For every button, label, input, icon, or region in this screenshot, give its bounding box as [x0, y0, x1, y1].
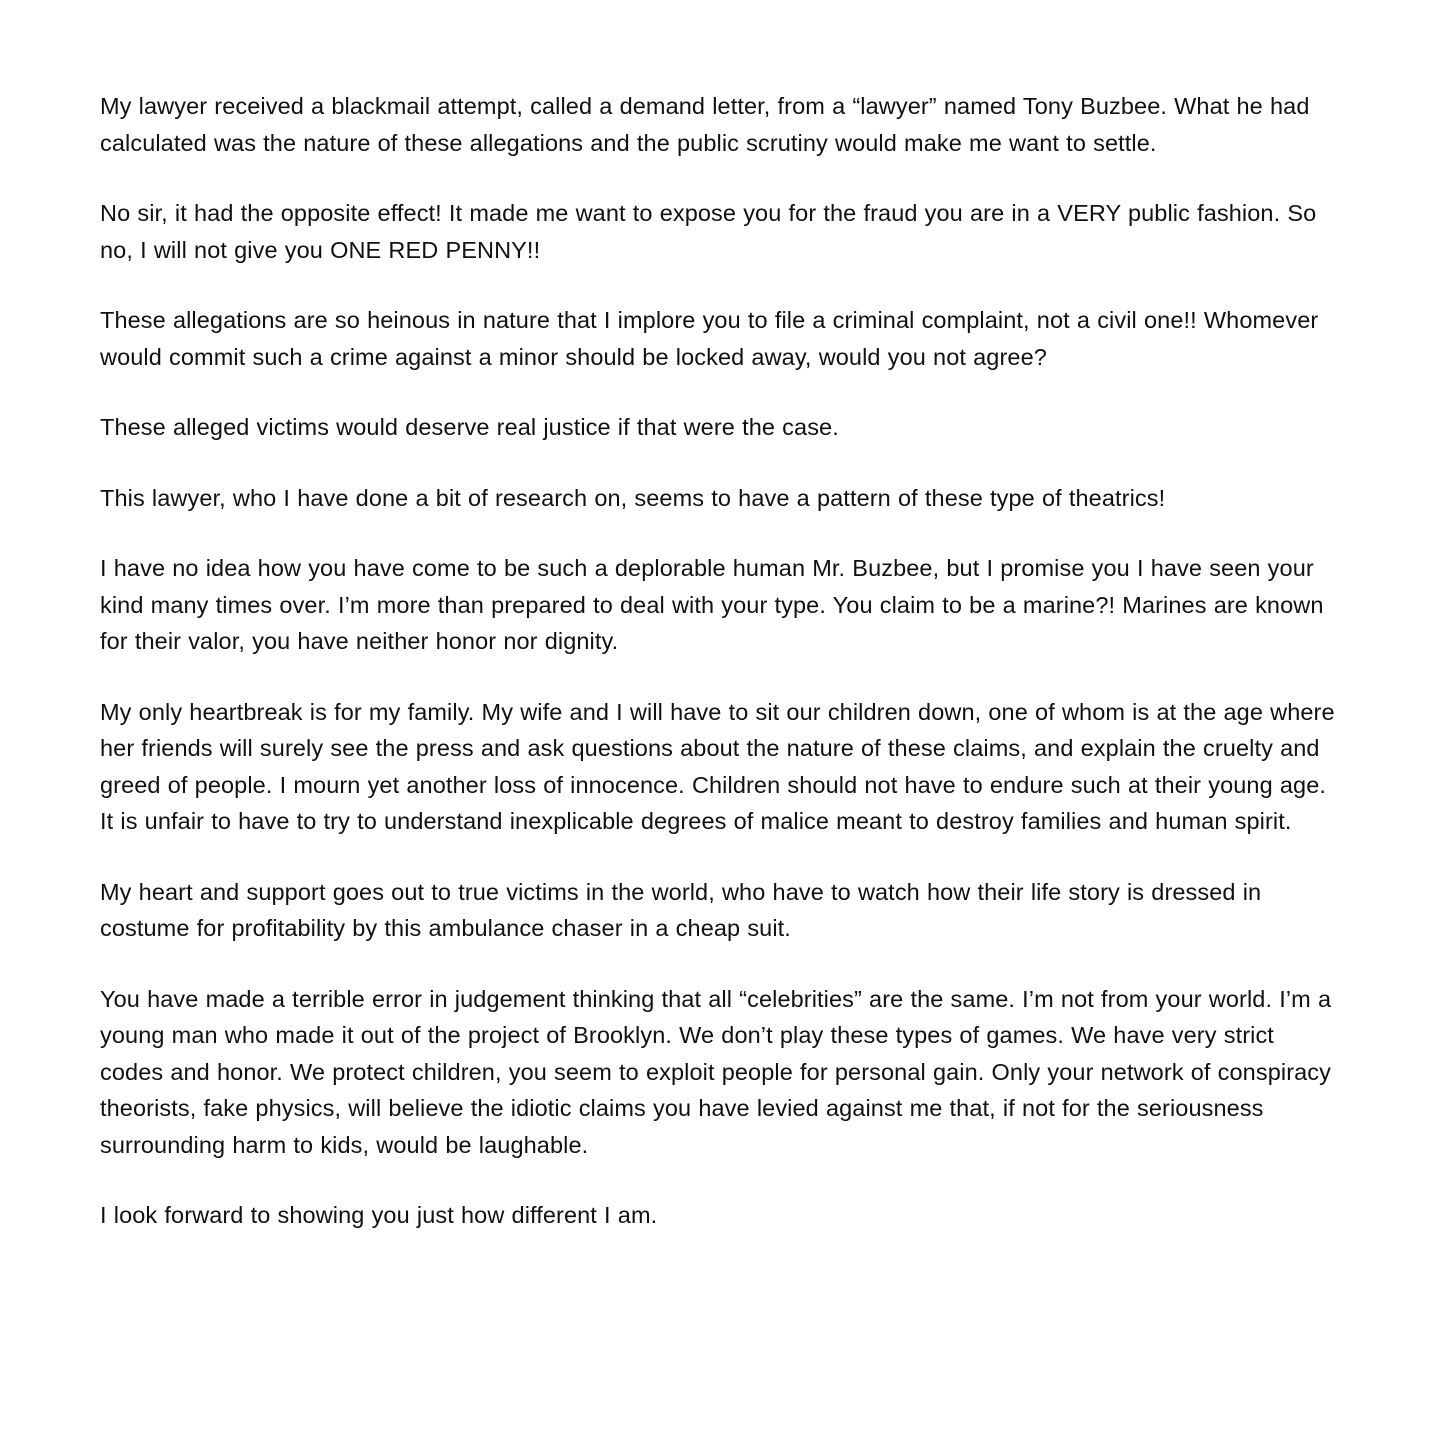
paragraph: I look forward to showing you just how different I am. [100, 1202, 658, 1228]
paragraph: You have made a terrible error in judgement thinking that all “celebrities” are the same. I’m not from your world. I’m a young man who made it out of the project of Brooklyn. We don’t play these types of games. We have very strict codes and honor. We protect children, you seem to exploit people for personal gain. Only your network of conspiracy theorists, fake physics, will believe the idiotic claims you have levied against me that, if not for the seriousness surrounding harm to kids, would be laughable. [100, 985, 1332, 1158]
paragraph: These allegations are so heinous in nature that I implore you to file a criminal complaint, not a civil one!! Whomever would commit such a crime against a minor should be locked away, would you not agree? [100, 307, 1319, 370]
paragraph: These alleged victims would deserve real justice if that were the case. [100, 414, 839, 440]
paragraph: I have no idea how you have come to be such a deplorable human Mr. Buzbee, but I promise you I have seen your kind many times over. I’m more than prepared to deal with your type. You claim to be a marine?! Marines are known for their valor, you have neither honor nor dignity. [100, 555, 1324, 654]
paragraph: My heart and support goes out to true victims in the world, who have to watch how their life story is dressed in costume for profitability by this ambulance chaser in a cheap suit. [100, 878, 1262, 941]
paragraph: This lawyer, who I have done a bit of research on, seems to have a pattern of these type of theatrics! [100, 484, 1166, 511]
paragraph: No sir, it had the opposite effect! It made me want to expose you for the fraud you are in a VERY public fashion. So no, I will not give you ONE RED PENNY!! [100, 200, 1317, 263]
statement-body [100, 88, 1342, 1234]
paragraph: My only heartbreak is for my family. My wife and I will have to sit our children down, one of whom is at the age where her friends will surely see the press and ask questions about the nature of these claims, and explain the cruelty and greed of people. I mourn yet another loss of innocence. Children should not have to endure such at their young age. It is unfair to have to try to understand inexplicable degrees of malice meant to destroy families and human spirit. [100, 698, 1335, 834]
paragraph: My lawyer received a blackmail attempt, called a demand letter, from a “lawyer” named Tony Buzbee. What he had calculated was the nature of these allegations and the public scrutiny would make me want to settle. [100, 93, 1310, 156]
